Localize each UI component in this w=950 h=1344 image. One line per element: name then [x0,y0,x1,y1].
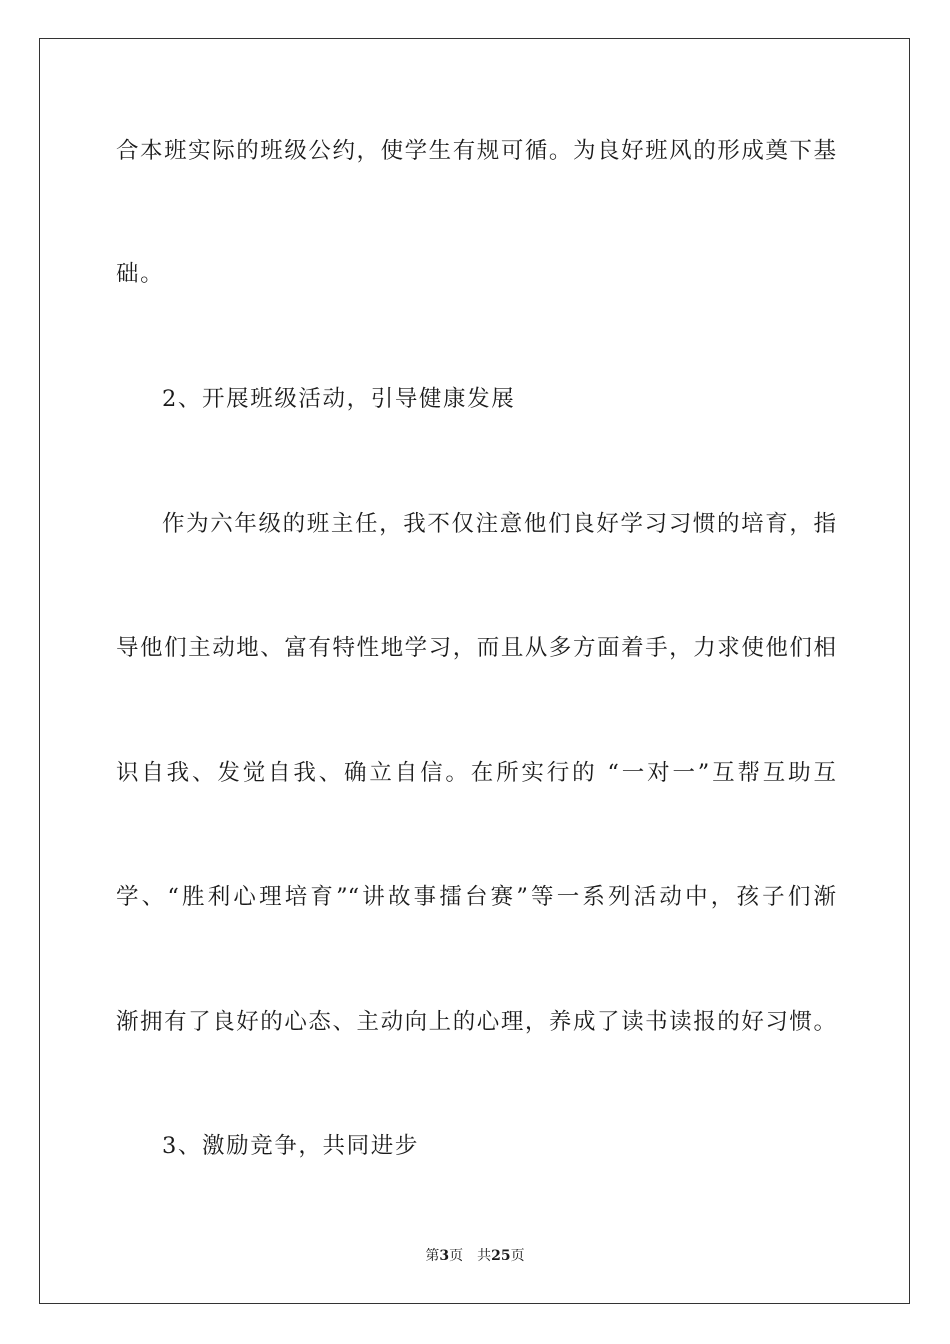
paragraph-line: 识自我、发觉自我、确立自信。在所实行的 “一对一”互帮互助互 [116,760,836,786]
total-suffix: 页 [510,1248,525,1264]
paragraph-line: 渐拥有了良好的心态、主动向上的心理，养成了读书读报的好习惯。 [116,1009,836,1035]
page-prefix: 第 [425,1248,440,1264]
page-number: 3 [439,1248,450,1264]
section-heading: 2、开展班级活动，引导健康发展 [162,386,516,412]
paragraph-line: 导他们主动地、富有特性地学习，而且从多方面着手，力求使他们相 [116,635,836,661]
total-pages: 25 [491,1248,511,1264]
page-footer [0,1246,950,1266]
page-border [39,38,910,1304]
paragraph-line: 合本班实际的班级公约，使学生有规可循。为良好班风的形成奠下基 [116,138,836,164]
page-suffix: 页 [449,1248,464,1264]
section-heading: 3、激励竞争，共同进步 [162,1133,419,1159]
paragraph-line: 作为六年级的班主任，我不仅注意他们良好学习习惯的培育，指 [162,511,836,537]
total-prefix: 共 [477,1248,492,1264]
paragraph-line: 学、“胜利心理培育”“讲故事擂台赛”等一系列活动中，孩子们渐 [116,884,836,910]
paragraph-line: 础。 [116,261,165,287]
